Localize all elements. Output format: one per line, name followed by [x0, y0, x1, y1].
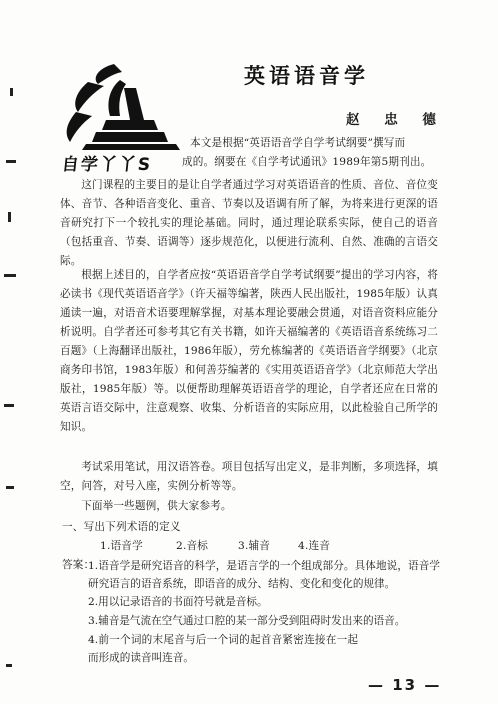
term-item: 1.语音学	[100, 540, 143, 552]
scan-mark	[4, 404, 14, 407]
author-name: 赵 忠 德	[346, 112, 446, 128]
term-item: 2.音标	[176, 540, 209, 552]
term-item: 4.连音	[298, 540, 331, 552]
answer-item: 2.用以记录语音的书面符号就是音标。	[88, 596, 268, 608]
paragraph-study-method: 根据上述目的，自学者应按“英语语音学自学考试纲要”提出的学习内容，将必读书《现代英语语音学》（许天福等编著，陕西人民出版社，1985年版）认真通读一遍，对语音术语要理解掌握，对基本理论要融会贯通，对语音资料应能分析说明。自学者还可参考其它有关书籍，如许天福编著的《英语语音系统练习二百题》（上海翻译出版社，1986年版），劳允栋编著的《英语语音学纲要》（北京商务印书馆，1983年版）和何善芬编著的《实用英语语音学》（北京师范大学出版社，1985年版）等。以便帮助理解英语语音学的理论，自学者还应在日常的英语言语交际中，注意观察、收集、分析语音的实际应用，以此检验自己所学的知识。	[60, 269, 438, 433]
paragraph-examples-intro: 下面举一些题例，供大家参考。	[81, 500, 232, 512]
logo-text: 自学丫丫S	[60, 155, 154, 175]
answer-item: 4.前一个词的末尾音与后一个词的起首音紧密连接在一起而形成的读音叫连音。	[88, 634, 358, 664]
scan-mark	[4, 274, 16, 277]
term-item: 3.辅音	[238, 540, 271, 552]
self-study-logo	[58, 58, 188, 178]
paragraph-exam-format: 考试采用笔试，用汉语答卷。项目包括写出定义，是非判断，多项选择，填空，问答，对号入座，实例分析等等。	[60, 461, 438, 492]
scan-mark	[6, 486, 14, 489]
paragraph-purpose: 这门课程的主要目的是让自学者通过学习对英语语音的性质、音位、音位变体、音节、各种语音变化、重音、节奏以及语调有所了解，为将来进行更深的语音研究打下一个较扎实的理论基础。同时，通过理论联系实际，使自己的语音（包括重音、节奏、语调等）逐步规范化，以便进行流利、自然、准确的言语交际。	[60, 179, 438, 267]
scan-mark	[8, 212, 11, 222]
page-number: — 13 —	[368, 676, 442, 694]
scan-mark	[10, 88, 13, 96]
answer-label: 答案：	[62, 559, 95, 571]
question-heading: 一、写出下列术语的定义	[62, 521, 181, 533]
intro-line-2: 成的。纲要在《自学考试通讯》1989年第5期刊出。	[182, 156, 432, 168]
article-title: 英语语音学	[244, 63, 369, 88]
answer-item: 3.辅音是气流在空气通过口腔的某一部分受到阻碍时发出来的语音。	[88, 615, 406, 627]
intro-line-1: 本文是根据“英语语音学自学考试纲要”撰写而	[190, 137, 406, 149]
answer-item: 1.语音学是研究语音的科学，是语言学的一个组成部分。具体地说，语音学研究语言的语音系统，即语音的成分、结构、变化和变化的规律。	[88, 560, 440, 590]
scan-mark	[6, 160, 16, 163]
scan-mark	[6, 664, 12, 667]
